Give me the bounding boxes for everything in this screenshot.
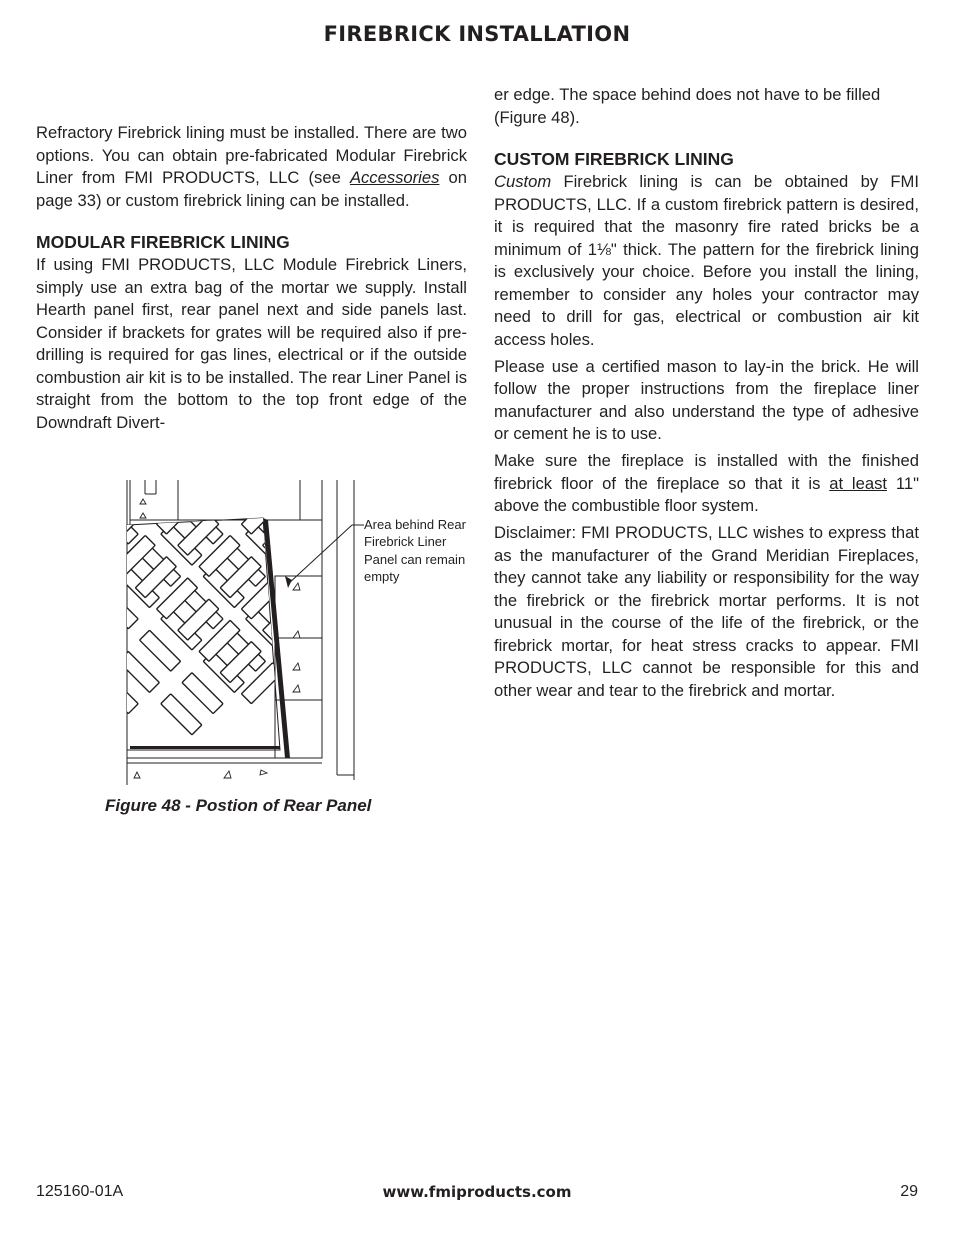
figure-callout: Area behind Rear Firebrick Liner Panel can remain empty	[364, 517, 466, 584]
custom-italic-word: Custom	[494, 172, 552, 191]
intro-text-2: on page 33) or custom firebrick lining can be installed.	[36, 168, 467, 210]
doc-number: 125160-01A	[36, 1183, 124, 1200]
figure-caption: Figure 48 - Postion of Rear Panel	[105, 796, 372, 815]
custom-paragraph	[494, 171, 919, 351]
intro-text-1: Refractory Firebrick lining must be installed. There are two options. You can obtain pre-fabricated Modular Firebrick Liner from FMI PRODUCTS, LLC (see	[36, 123, 467, 187]
mason-paragraph: Please use a certified mason to lay-in the brick. He will follow the proper instructions from the fireplace liner manufacturer and also understand the type of adhesive or cement he is to use.	[494, 356, 919, 443]
page-title: FIREBRICK INSTALLATION	[323, 22, 631, 46]
accessories-link[interactable]: Accessories	[349, 168, 440, 187]
floor-paragraph	[494, 450, 919, 518]
intro-paragraph	[36, 122, 467, 212]
modular-heading: MODULAR FIREBRICK LINING	[36, 232, 290, 252]
left-column	[36, 122, 467, 434]
right-column	[494, 84, 919, 702]
floor-text-1: Make sure the fireplace is installed with the finished firebrick floor of the fireplace so that it is	[494, 451, 919, 493]
floor-underline: at least	[829, 473, 887, 493]
custom-heading: CUSTOM FIREBRICK LINING	[494, 149, 734, 169]
continued-paragraph: er edge. The space behind does not have to be filled (Figure 48).	[494, 85, 881, 127]
custom-body: Firebrick lining is can be obtained by FMI PRODUCTS, LLC. If a custom firebrick pattern is desired, it is required that the masonry fire rated bricks be a minimum of 1⅛" thick. The pattern for the firebrick lining is exclusively your choice. Before you install the lining, remember to consider any holes your contractor may need to drill for gas, electrical or combustion air kit access holes.	[494, 172, 919, 349]
floor-text-2: 11" above the combustible floor system.	[494, 473, 919, 515]
page-number: 29	[900, 1183, 918, 1200]
website-link[interactable]: www.fmiproducts.com	[382, 1183, 572, 1201]
modular-paragraph: If using FMI PRODUCTS, LLC Module Firebrick Liners, simply use an extra bag of the mortar we supply. Install Hearth panel first, rear panel next and side panels last. Consider if brackets for grates will be required also if pre-drilling is required for gas lines, electrical or if the outside combustion air kit is to be installed. The rear Liner Panel is straight from the bottom to the top front edge of the Downdraft Divert-	[36, 255, 467, 432]
disclaimer-paragraph: Disclaimer: FMI PRODUCTS, LLC wishes to express that as the manufacturer of the Grand Meridian Fireplaces, they cannot take any liability or responsibility for the way the firebrick or the firebrick mortar performs. It is not unusual in the course of the life of the firebrick, or the firebrick mortar, for heat stress cracks to appear. FMI PRODUCTS, LLC cannot be responsible for this and other wear and tear to the firebrick and mortar.	[494, 523, 919, 700]
